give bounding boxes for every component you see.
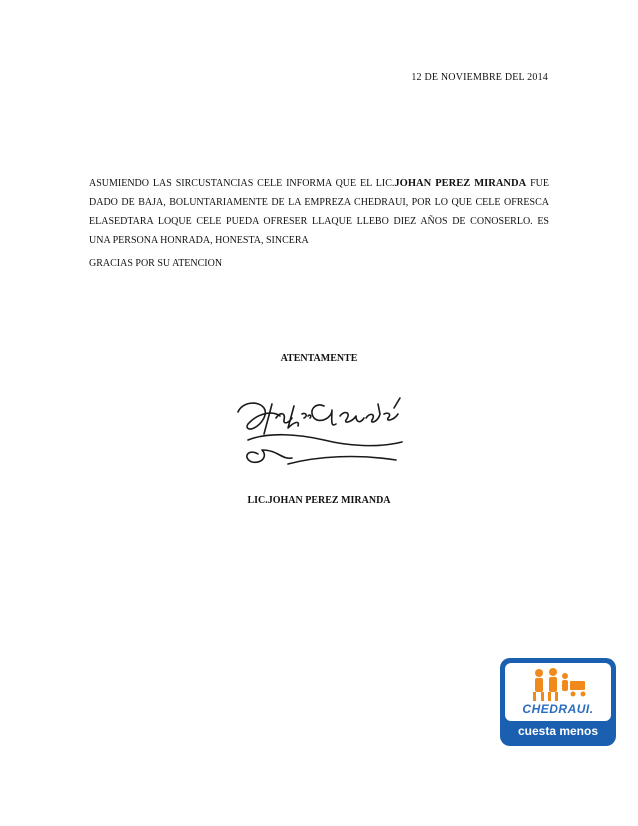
letter-date: 12 DE NOVIEMBRE DEL 2014 — [411, 72, 548, 83]
closing-text: ATENTAMENTE — [280, 353, 358, 364]
logo-name: CHEDRAUI. — [522, 702, 594, 716]
handwritten-signature — [228, 384, 410, 470]
thanks-line: GRACIAS POR SU ATENCION — [89, 258, 223, 269]
signer-name: LIC.JOHAN PEREZ MIRANDA — [247, 495, 391, 506]
chedraui-logo — [500, 658, 616, 746]
letter-body — [89, 174, 549, 250]
shopping-family-icon — [529, 667, 589, 703]
letter-body-intro: ASUMIENDO LAS SIRCUSTANCIAS CELE INFORMA QUE EL LIC. — [89, 178, 395, 189]
logo-tagline: cuesta menos — [517, 724, 599, 738]
letter-body-name: JOHAN PEREZ MIRANDA — [394, 178, 527, 189]
closing-line — [0, 353, 638, 364]
letter-body-rest: FUE DADO DE BAJA, BOLUNTARIAMENTE DE LA EMPREZA CHEDRAUI, POR LO QUE CELE OFRESCA ELASEDTARA LOQUE CELE PUEDA OFRESER LLAQUE LLEBO DIEZ AÑOS DE CONOSERLO. ES UNA PERSONA HONRADA, HONESTA, SINCERA — [89, 178, 549, 246]
logo-panel — [505, 663, 611, 721]
